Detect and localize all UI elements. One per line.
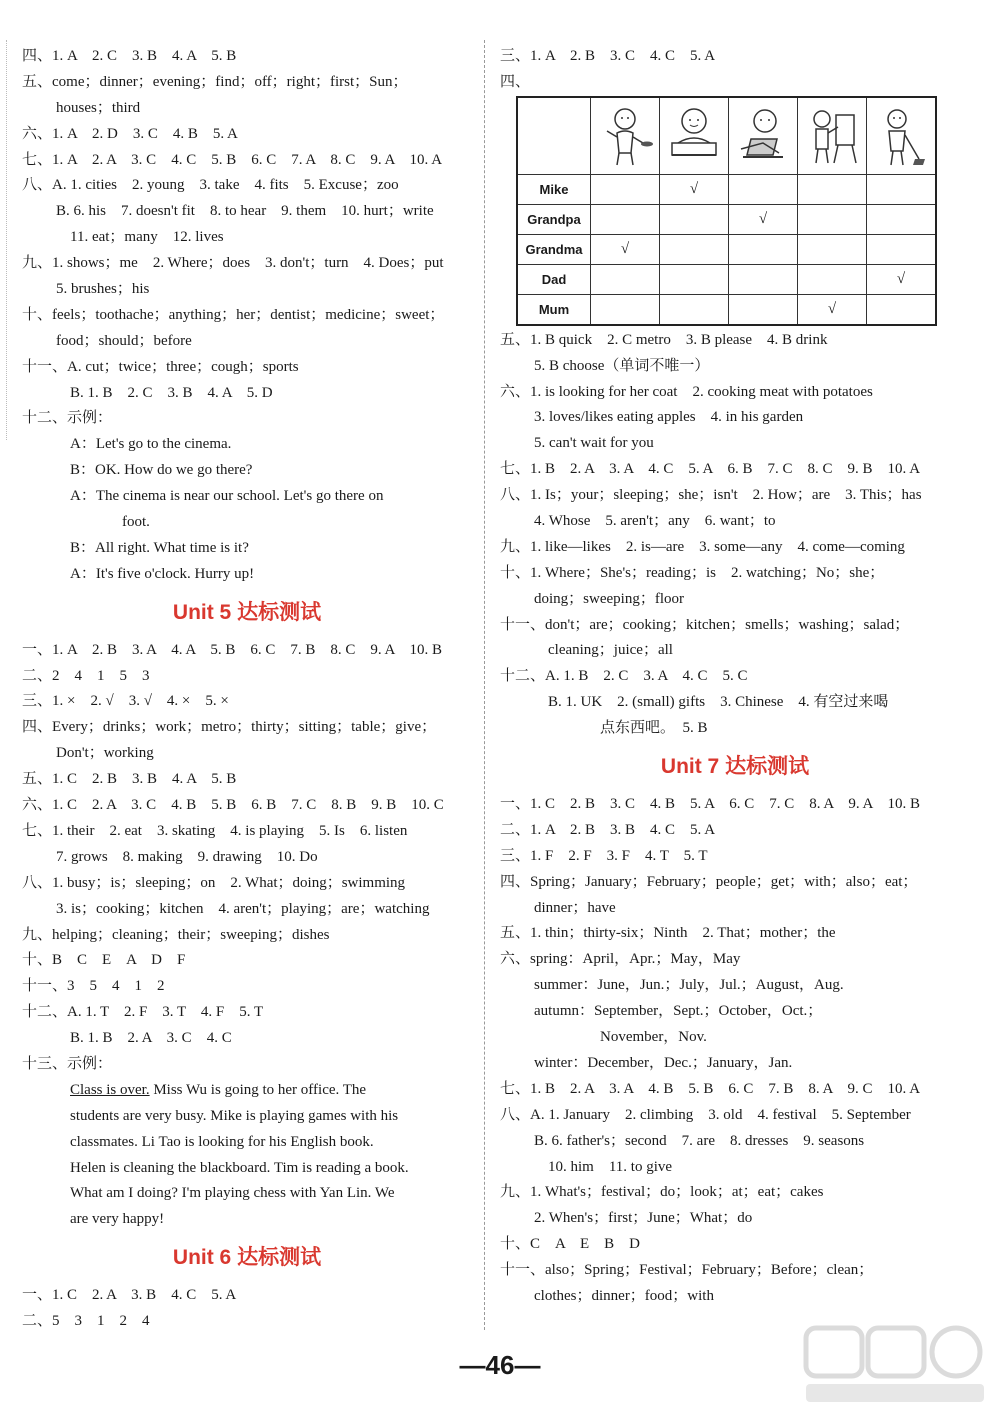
answer-line: 六、1. is looking for her coat 2. cooking meat with potatoes [500,383,873,400]
answer-line: 4. Whose 5. aren't；any 6. want；to [534,513,776,530]
answer-line: 2. When's；first；June；What；do [534,1210,753,1227]
answer-line: clothes；dinner；food；with [534,1287,714,1304]
answer-line: 四、1. A 2. C 3. B 4. A 5. B [22,48,237,64]
table-row [517,294,936,325]
answer-line: 八、1. Is；your；sleeping；she；isn't 2. How；are 3. This；has [500,487,922,504]
empty-cell [660,204,729,234]
answer-line: classmates. Li Tao is looking for his English book. [70,1133,374,1150]
answer-line: 7. grows 8. making 9. drawing 10. Do [56,848,318,865]
answer-line: B. 1. B 2. A 3. C 4. C [70,1030,232,1047]
answer-line: 十、1. Where；She's；reading；is 2. watching；No；she； [500,564,885,581]
empty-cell [729,264,798,294]
empty-cell [798,234,867,264]
activity-chart [500,96,970,328]
answer-line: B. 1. UK 2. (small) gifts 3. Chinese 4. 有空过来喝 [548,694,889,711]
row-label: Mum [517,294,591,325]
answer-line: autumn：September，Sept.；October，Oct.； [534,1003,823,1020]
empty-cell [660,264,729,294]
answer-line: 十三、示例： [22,1055,113,1072]
check-mark-cell: √ [591,234,660,264]
table-row [517,264,936,294]
answer-line: 四、Spring；January；February；people；get；with；also；eat； [500,873,918,890]
picture-row [517,97,936,175]
empty-cell [591,204,660,234]
answer-line: 六、1. C 2. A 3. C 4. B 5. B 6. B 7. C 8. B 9. B 10. C [22,797,444,814]
picture-cooking [591,97,660,175]
answer-line: A：Let's go to the cinema. [70,436,232,453]
reading-figure-icon [733,103,793,169]
answer-line: 七、1. A 2. A 3. C 4. C 5. B 6. C 7. A 8. C 9. A 10. A [22,151,443,168]
answer-line: A：The cinema is near our school. Let's go there on [70,488,384,505]
empty-cell [798,174,867,204]
answer-line: B：All right. What time is it? [70,539,249,556]
answer-line: 11. eat；many 12. lives [70,229,224,246]
answer-line: 十二、A. 1. B 2. C 3. A 4. C 5. C [500,668,748,685]
answer-line: B：OK. How do we go there? [70,462,253,479]
section-heading: Unit 5 达标测试 [172,600,322,624]
answer-line: B. 6. his 7. doesn't fit 8. to hear 9. them 10. hurt；write [56,203,434,220]
answer-line: students are very busy. Mike is playing games with his [70,1107,399,1124]
empty-cell [591,174,660,204]
table-row [517,204,936,234]
answer-line: are very happy! [70,1211,165,1228]
answer-line: 十一、A. cut；twice；three；cough；sports [22,358,299,375]
answer-line: A：It's five o'clock. Hurry up! [70,565,255,582]
answer-line: 七、1. B 2. A 3. A 4. B 5. B 6. C 7. B 8. A 9. C 10. A [500,1080,921,1097]
right-top-lines [500,44,970,96]
answer-line: 五、come；dinner；evening；find；off；right；first；Sun； [22,73,408,90]
underlined-phrase: Class is over. [70,1081,150,1098]
washing-figure-icon [664,103,724,169]
table-row [517,234,936,264]
answer-line: cleaning；juice；all [548,642,673,659]
answer-line: summer：June，Jun.；July，Jul.；August，Aug. [534,977,844,994]
picture-washing [660,97,729,175]
answer-line: 三、1. A 2. B 3. C 4. C 5. A [500,48,716,64]
answer-line: doing；sweeping；floor [534,590,684,607]
answer-line: 十、C A E B D [500,1236,641,1253]
answer-line: 十、B C E A D F [22,952,186,969]
answer-line: B. 1. B 2. C 3. B 4. A 5. D [70,384,273,401]
answer-line: 十、feels；toothache；anything；her；dentist；medicine；sweet； [22,306,445,323]
answer-line: B. 6. father's；second 7. are 8. dresses 9. seasons [534,1132,865,1149]
answer-line: 九、helping；cleaning；their；sweeping；dishes [22,926,330,943]
empty-cell [729,174,798,204]
answer-line: 九、1. What's；festival；do；look；at；eat；cakes [500,1184,824,1201]
answer-line: 十二、A. 1. T 2. F 3. T 4. F 5. T [22,1004,264,1021]
empty-cell [867,234,937,264]
empty-cell [798,204,867,234]
answer-line: 六、1. A 2. D 3. C 4. B 5. A [22,125,238,142]
answer-line: 三、1. × 2. √ 3. √ 4. × 5. × [22,693,229,710]
answer-line: 一、1. C 2. B 3. C 4. B 5. A 6. C 7. C 8. A 9. A 10. B [500,796,921,813]
check-mark-cell: √ [660,174,729,204]
section-heading: Unit 6 达标测试 [172,1246,322,1270]
left-margin-line [6,40,7,440]
left-column [22,44,472,1335]
column-divider [484,40,485,1330]
cooking-figure-icon [595,103,655,169]
answer-line: 七、1. B 2. A 3. A 4. C 5. A 6. B 7. C 8. C 9. B 10. A [500,461,921,478]
answer-line: 10. him 11. to give [548,1158,673,1175]
answer-line: 二、2 4 1 5 3 [22,667,150,684]
answer-line: 二、1. A 2. B 3. B 4. C 5. A [500,821,716,838]
row-label: Grandma [517,234,591,264]
answer-line: 五、1. C 2. B 3. B 4. A 5. B [22,771,237,788]
answer-line: 四、Every；drinks；work；metro；thirty；sitting；table；give； [22,719,437,736]
row-label: Mike [517,174,591,204]
empty-cell [867,204,937,234]
right-body-lines [500,328,970,1310]
answer-line: houses；third [56,99,141,116]
answer-line: winter：December，Dec.；January，Jan. [534,1054,793,1071]
activity-table [516,96,937,326]
sweeping-figure-icon [871,103,931,169]
answer-line: 一、1. C 2. A 3. B 4. C 5. A [22,1287,237,1304]
empty-cell [660,294,729,325]
empty-cell [660,234,729,264]
check-mark-cell: √ [867,264,937,294]
empty-cell [867,174,937,204]
answer-line: 六、spring：April，Apr.；May，May [500,951,741,968]
answer-line: foot. [122,514,150,531]
answer-line: 八、A. 1. cities 2. young 3. take 4. fits 5. Excuse；zoo [22,177,399,194]
answer-line: 点东西吧。 5. B [600,720,708,737]
answer-line: 十二、示例： [22,410,113,427]
answer-line: food；should；before [56,332,192,349]
answer-line: 八、A. 1. January 2. climbing 3. old 4. festival 5. September [500,1106,911,1123]
answer-line: 3. is；cooking；kitchen 4. aren't；playing；are；watching [56,900,430,917]
answer-line: 5. B choose（单词不唯一） [534,357,710,374]
answer-line: 五、1. thin；thirty-six；Ninth 2. That；mother；the [500,925,836,942]
row-label: Grandpa [517,204,591,234]
picture-sweeping [867,97,937,175]
picture-drawing [798,97,867,175]
check-mark-cell: √ [798,294,867,325]
right-column [500,44,970,1310]
empty-cell [729,234,798,264]
answer-line: 十一、also；Spring；Festival；February；Before；clean； [500,1262,874,1279]
answer-line: 九、1. shows；me 2. Where；does 3. don't；turn 4. Does；put [22,255,444,272]
answer-line: 四、 [500,73,531,90]
answer-line: dinner；have [534,899,616,916]
answer-line: What am I doing? I'm playing chess with Yan Lin. We [70,1185,395,1202]
empty-cell [867,294,937,325]
answer-line: November，Nov. [600,1029,707,1046]
section-heading: Unit 7 达标测试 [660,755,810,779]
answer-line: Class is over. Miss Wu is going to her office. The [70,1081,367,1098]
answer-line: 八、1. busy；is；sleeping；on 2. What；doing；swimming [22,874,406,891]
page-number: —46— [459,1350,541,1380]
row-label: Dad [517,264,591,294]
table-row [517,174,936,204]
empty-cell [591,264,660,294]
answer-line: 一、1. A 2. B 3. A 4. A 5. B 6. C 7. B 8. C 9. A 10. B [22,641,443,658]
empty-cell [729,294,798,325]
answer-line: 十一、don't；are；cooking；kitchen；smells；washing；salad； [500,616,910,633]
answer-line: 七、1. their 2. eat 3. skating 4. is playing 5. Is 6. listen [22,822,408,839]
answer-line: 5. can't wait for you [534,435,654,452]
table-body [517,174,936,325]
answer-line: Helen is cleaning the blackboard. Tim is reading a book. [70,1159,409,1176]
corner-cell [517,97,591,175]
answer-line: 二、5 3 1 2 4 [22,1313,150,1330]
answer-line: 九、1. like—likes 2. is—are 3. some—any 4. come—coming [500,538,905,555]
empty-cell [591,294,660,325]
answer-line: 三、1. F 2. F 3. F 4. T 5. T [500,847,708,864]
answer-line: 五、1. B quick 2. C metro 3. B please 4. B drink [500,331,828,348]
empty-cell [798,264,867,294]
drawing-figure-icon [802,103,862,169]
answer-line: 5. brushes；his [56,281,150,298]
answer-line: 3. loves/likes eating apples 4. in his garden [534,409,804,426]
picture-reading [729,97,798,175]
watermark-logo [800,1322,990,1408]
answer-line: 十一、3 5 4 1 2 [22,978,165,995]
answer-line: Don't；working [56,745,154,762]
check-mark-cell: √ [729,204,798,234]
